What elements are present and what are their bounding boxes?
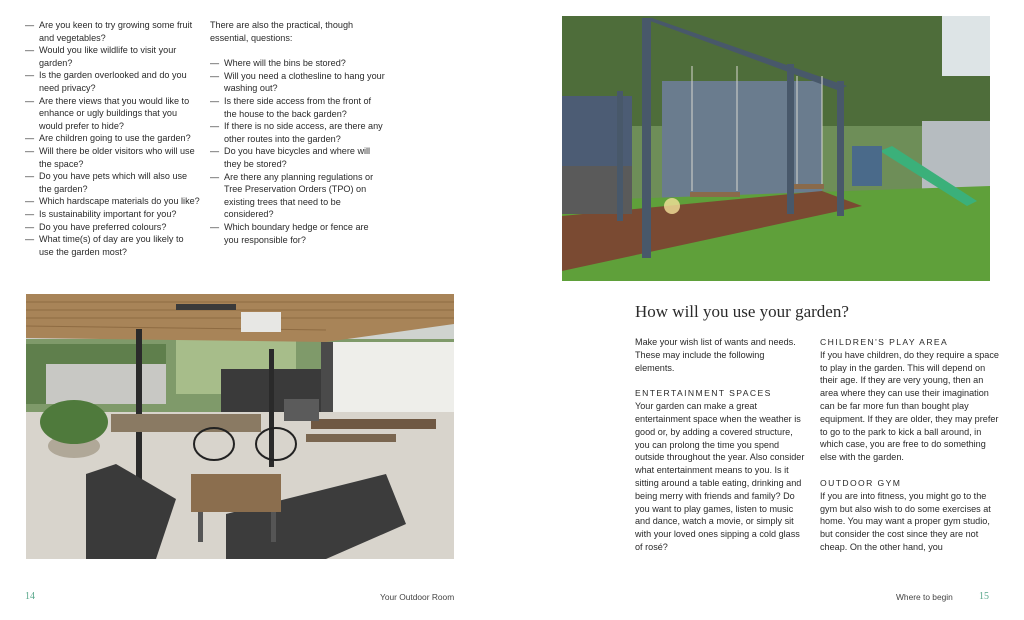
- list-item: — Do you have preferred colours?: [25, 221, 200, 234]
- list-item: — Which boundary hedge or fence are you responsible for?: [210, 221, 385, 246]
- list-item: — Is the garden overlooked and do you need privacy?: [25, 69, 200, 94]
- intro-paragraph: Make your wish list of wants and needs. These may include the following elements.: [635, 337, 796, 373]
- text-column-left: [635, 336, 805, 554]
- question-column-b: [210, 19, 385, 246]
- play-area-paragraph: If you have children, do they require a space to play in the garden. This will depend on their age. If they are very young, then an area where they can use their imagination can be far more fun than bought play equipment. If they are older, they may prefer to go to the park to kick a ball around, in which case, you are free to do something else with the garden.: [820, 349, 999, 463]
- entertainment-subheading: ENTERTAINMENT SPACES: [635, 388, 772, 399]
- practical-intro: There are also the practical, though essential, questions:: [210, 20, 354, 43]
- running-title-left: Your Outdoor Room: [380, 592, 455, 602]
- list-item: — Are children going to use the garden?: [25, 132, 200, 145]
- running-title-right: Where to begin: [896, 592, 953, 602]
- page-number-left: 14: [25, 591, 35, 602]
- list-item: — Do you have bicycles and where will they be stored?: [210, 145, 385, 170]
- gym-subheading: OUTDOOR GYM: [820, 477, 902, 488]
- list-item: — Are there views that you would like to enhance or ugly buildings that you would prefer to hide?: [25, 95, 200, 133]
- right-page: [512, 0, 1024, 620]
- question-list-b: [210, 57, 385, 246]
- page-number-right: 15: [979, 591, 989, 602]
- entertainment-paragraph: Your garden can make a great entertainment space when the weather is good or, by adding a covered structure, you can prolong the time you spend outside throughout the year. Also consider what entertainment means to you. Is it sitting around a table eating, drinking and being merry with friends and family? Do you want to play games, listen to music and dance, watch a movie, or simply sit with your loved ones sipping a cold glass of rosé?: [635, 401, 805, 552]
- list-item: — Are there any planning regulations or Tree Preservation Orders (TPO) on existing trees that need to be considered?: [210, 171, 385, 221]
- play-area-subheading: CHILDREN'S PLAY AREA: [820, 337, 949, 347]
- list-item: — Will there be older visitors who will use the space?: [25, 145, 200, 170]
- question-list-a: [25, 19, 200, 258]
- list-item: — Do you have pets which will also use the garden?: [25, 170, 200, 195]
- list-item: — What time(s) of day are you likely to use the garden most?: [25, 233, 200, 258]
- list-item: — If there is no side access, are there any other routes into the garden?: [210, 120, 385, 145]
- list-item: — Which hardscape materials do you like?: [25, 195, 200, 208]
- list-item: — Is sustainability important for you?: [25, 208, 200, 221]
- list-item: — Where will the bins be stored?: [210, 57, 385, 70]
- list-item: — Would you like wildlife to visit your garden?: [25, 44, 200, 69]
- text-column-right: [820, 336, 1000, 554]
- list-item: — Is there side access from the front of the house to the back garden?: [210, 95, 385, 120]
- covered-patio-photo: [26, 294, 454, 559]
- list-item: — Are you keen to try growing some fruit and vegetables?: [25, 19, 200, 44]
- gym-paragraph: If you are into fitness, you might go to the gym but also wish to do some exercises at home. You may want a proper gym studio, but consider the cost since they are not cheap. On the other hand, you: [820, 490, 991, 552]
- page-heading: How will you use your garden?: [635, 302, 849, 321]
- list-item: — Will you need a clothesline to hang your washing out?: [210, 70, 385, 95]
